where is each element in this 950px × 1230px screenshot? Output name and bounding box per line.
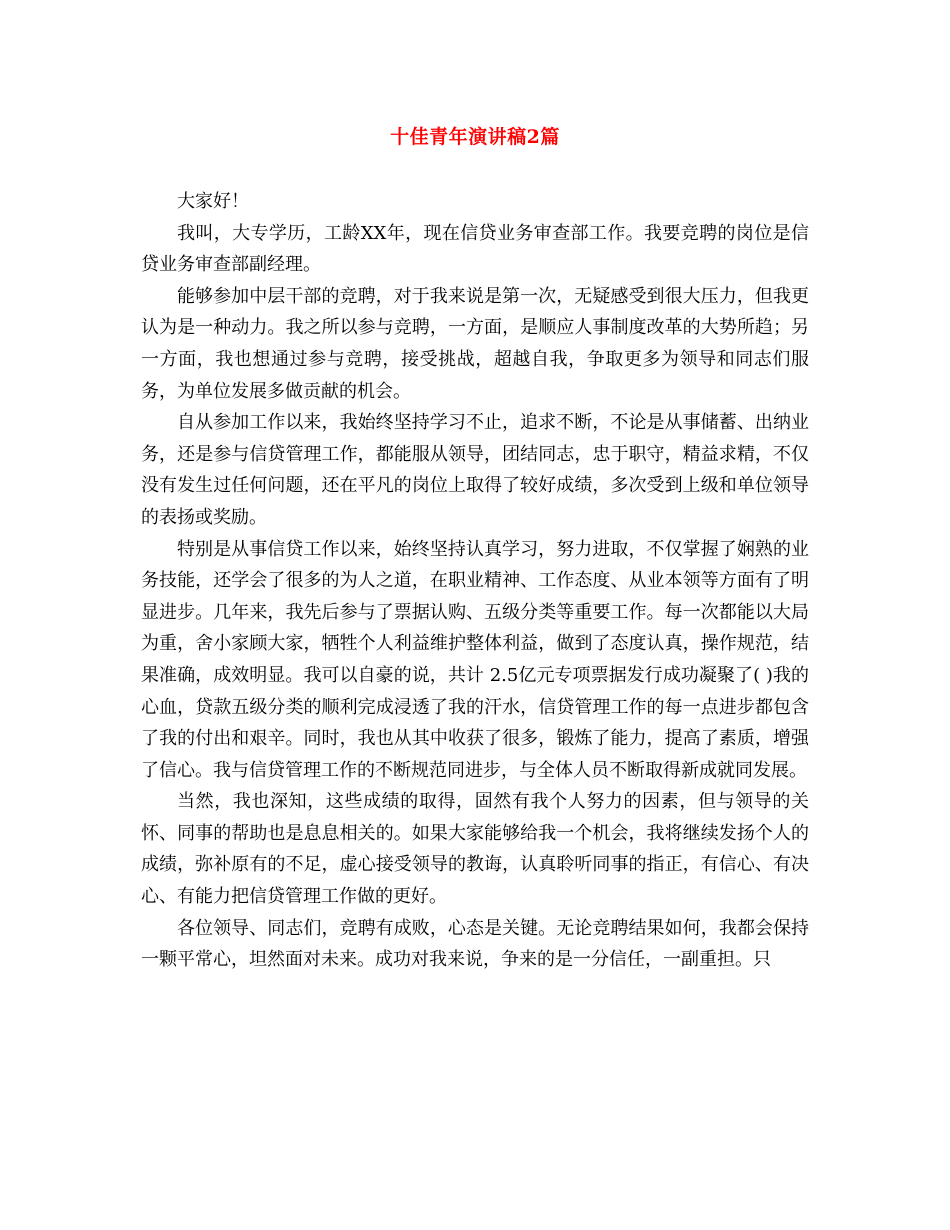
paragraph-work-history: 自从参加工作以来，我始终坚持学习不止，追求不断，不论是从事储蓄、出纳业务，还是参与信贷管理工作，都能服从领导，团结同志，忠于职守，精益求精，不仅没有发生过任何问题，还在平凡的岗位上取得了较好成绩，多次受到上级和单位领导的表扬或奖励。 — [141, 412, 809, 528]
paragraph-credit-work: 特别是从事信贷工作以来，始终坚持认真学习，努力进取，不仅掌握了娴熟的业务技能，还学会了很多的为人之道，在职业精神、工作态度、从业本领等方面有了明显进步。几年来，我先后参与了票据认购、五级分类等重要工作。每一次都能以大局为重，舍小家顾大家，牺牲个人利益维护整体利益，做到了态度认真，操作规范，结果准确，成效明显。我可以自豪的说，共计 2.5亿元专项票据发行成功凝聚了( )我的心血，贷款五级分类的顺利完成浸透了我的汗水，信贷管理工作的每一点进步都包含了我的付出和艰辛。同时，我也从其中收获了很多，锻炼了能力，提高了素质，增强了信心。我与信贷管理工作的不断规范同进步，与全体人员不断取得新成就同发展。 — [141, 538, 809, 781]
paragraph-gratitude: 当然，我也深知，这些成绩的取得，固然有我个人努力的因素，但与领导的关怀、同事的帮助也是息息相关的。如果大家能够给我一个机会，我将继续发扬个人的成绩，弥补原有的不足，虚心接受领导的教诲，认真聆听同事的指正，有信心、有决心、有能力把信贷管理工作做的更好。 — [141, 791, 809, 908]
document-title: 十佳青年演讲稿2篇 — [390, 126, 560, 148]
paragraph-intro: 我叫，大专学历，工龄XX年，现在信贷业务审查部工作。我要竞聘的岗位是信贷业务审查部副经理。 — [141, 222, 809, 276]
paragraph-greeting: 大家好！ — [177, 191, 249, 212]
paragraph-motivation: 能够参加中层干部的竞聘，对于我来说是第一次，无疑感受到很大压力，但我更认为是一种动力。我之所以参与竞聘，一方面，是顺应人事制度改革的大势所趋；另一方面，我也想通过参与竞聘，接受挑战，超越自我，争取更多为领导和同志们服务，为单位发展多做贡献的机会。 — [141, 285, 809, 402]
document-body — [141, 186, 809, 976]
paragraph-closing: 各位领导、同志们，竞聘有成败，心态是关键。无论竞聘结果如何，我都会保持一颗平常心，坦然面对未来。成功对我来说，争来的是一分信任，一副重担。只 — [141, 917, 809, 971]
